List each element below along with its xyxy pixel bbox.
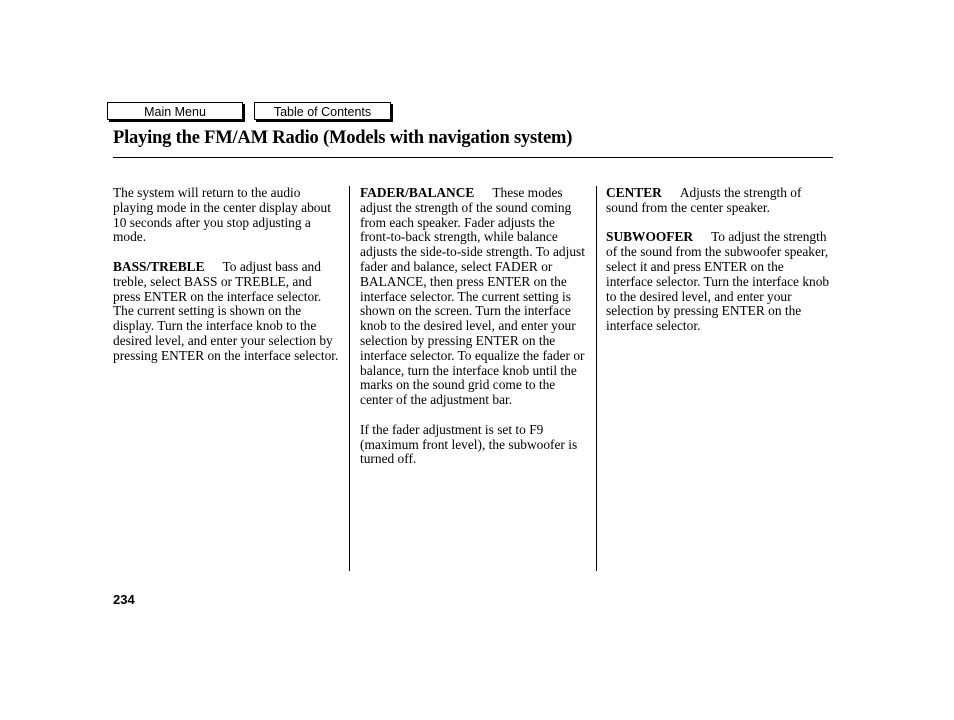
text-column-2 <box>360 186 588 482</box>
column-divider-2 <box>596 186 597 571</box>
fader-balance-text: These modes adjust the strength of the sound coming from each speaker. Fader adjusts the front-to-back strength, while balance adjusts the side-to-side strength. To adjust fader and balance, select FADER or BALANCE, then press ENTER on the interface selector. The current setting is shown on the screen. Turn the interface knob to the desired level, and enter your selection by pressing ENTER on the interface selector. To equalize the fader or balance, turn the interface knob until the marks on the sound grid come to the center of the adjustment bar. <box>360 185 585 408</box>
fader-balance-term: FADER/BALANCE <box>360 185 475 200</box>
center-term: CENTER <box>606 185 662 200</box>
table-of-contents-button[interactable]: Table of Contents <box>254 102 391 120</box>
intro-paragraph: The system will return to the audio playing mode in the center display about 10 seconds after you stop adjusting a mode. <box>113 185 331 245</box>
page-title: Playing the FM/AM Radio (Models with navigation system) <box>113 128 573 148</box>
bass-treble-text: To adjust bass and treble, select BASS or TREBLE, and press ENTER on the interface selector. The current setting is shown on the display. Turn the interface knob to the desired level, and enter your selection by pressing ENTER on the interface selector. <box>113 258 339 363</box>
subwoofer-text: To adjust the strength of the sound from the subwoofer speaker, select it and press ENTER on the interface selector. Turn the interface knob to the desired level, and enter your selection by pressing ENTER on the interface selector. <box>606 229 830 334</box>
center-paragraph <box>606 186 832 216</box>
bass-treble-paragraph <box>113 260 339 364</box>
page-number: 234 <box>113 592 135 607</box>
subwoofer-term: SUBWOOFER <box>606 229 694 245</box>
title-divider <box>113 157 833 158</box>
fader-balance-paragraph <box>360 186 588 408</box>
subwoofer-paragraph <box>606 230 832 334</box>
main-menu-button[interactable]: Main Menu <box>107 102 243 120</box>
bass-treble-term: BASS/TREBLE <box>113 258 205 274</box>
fader-note-paragraph: If the fader adjustment is set to F9 (maximum front level), the subwoofer is turned off. <box>360 421 578 467</box>
center-text: Adjusts the strength of sound from the center speaker. <box>606 185 802 215</box>
text-column-3 <box>606 186 832 349</box>
column-divider-1 <box>349 186 350 571</box>
text-column-1 <box>113 186 339 378</box>
